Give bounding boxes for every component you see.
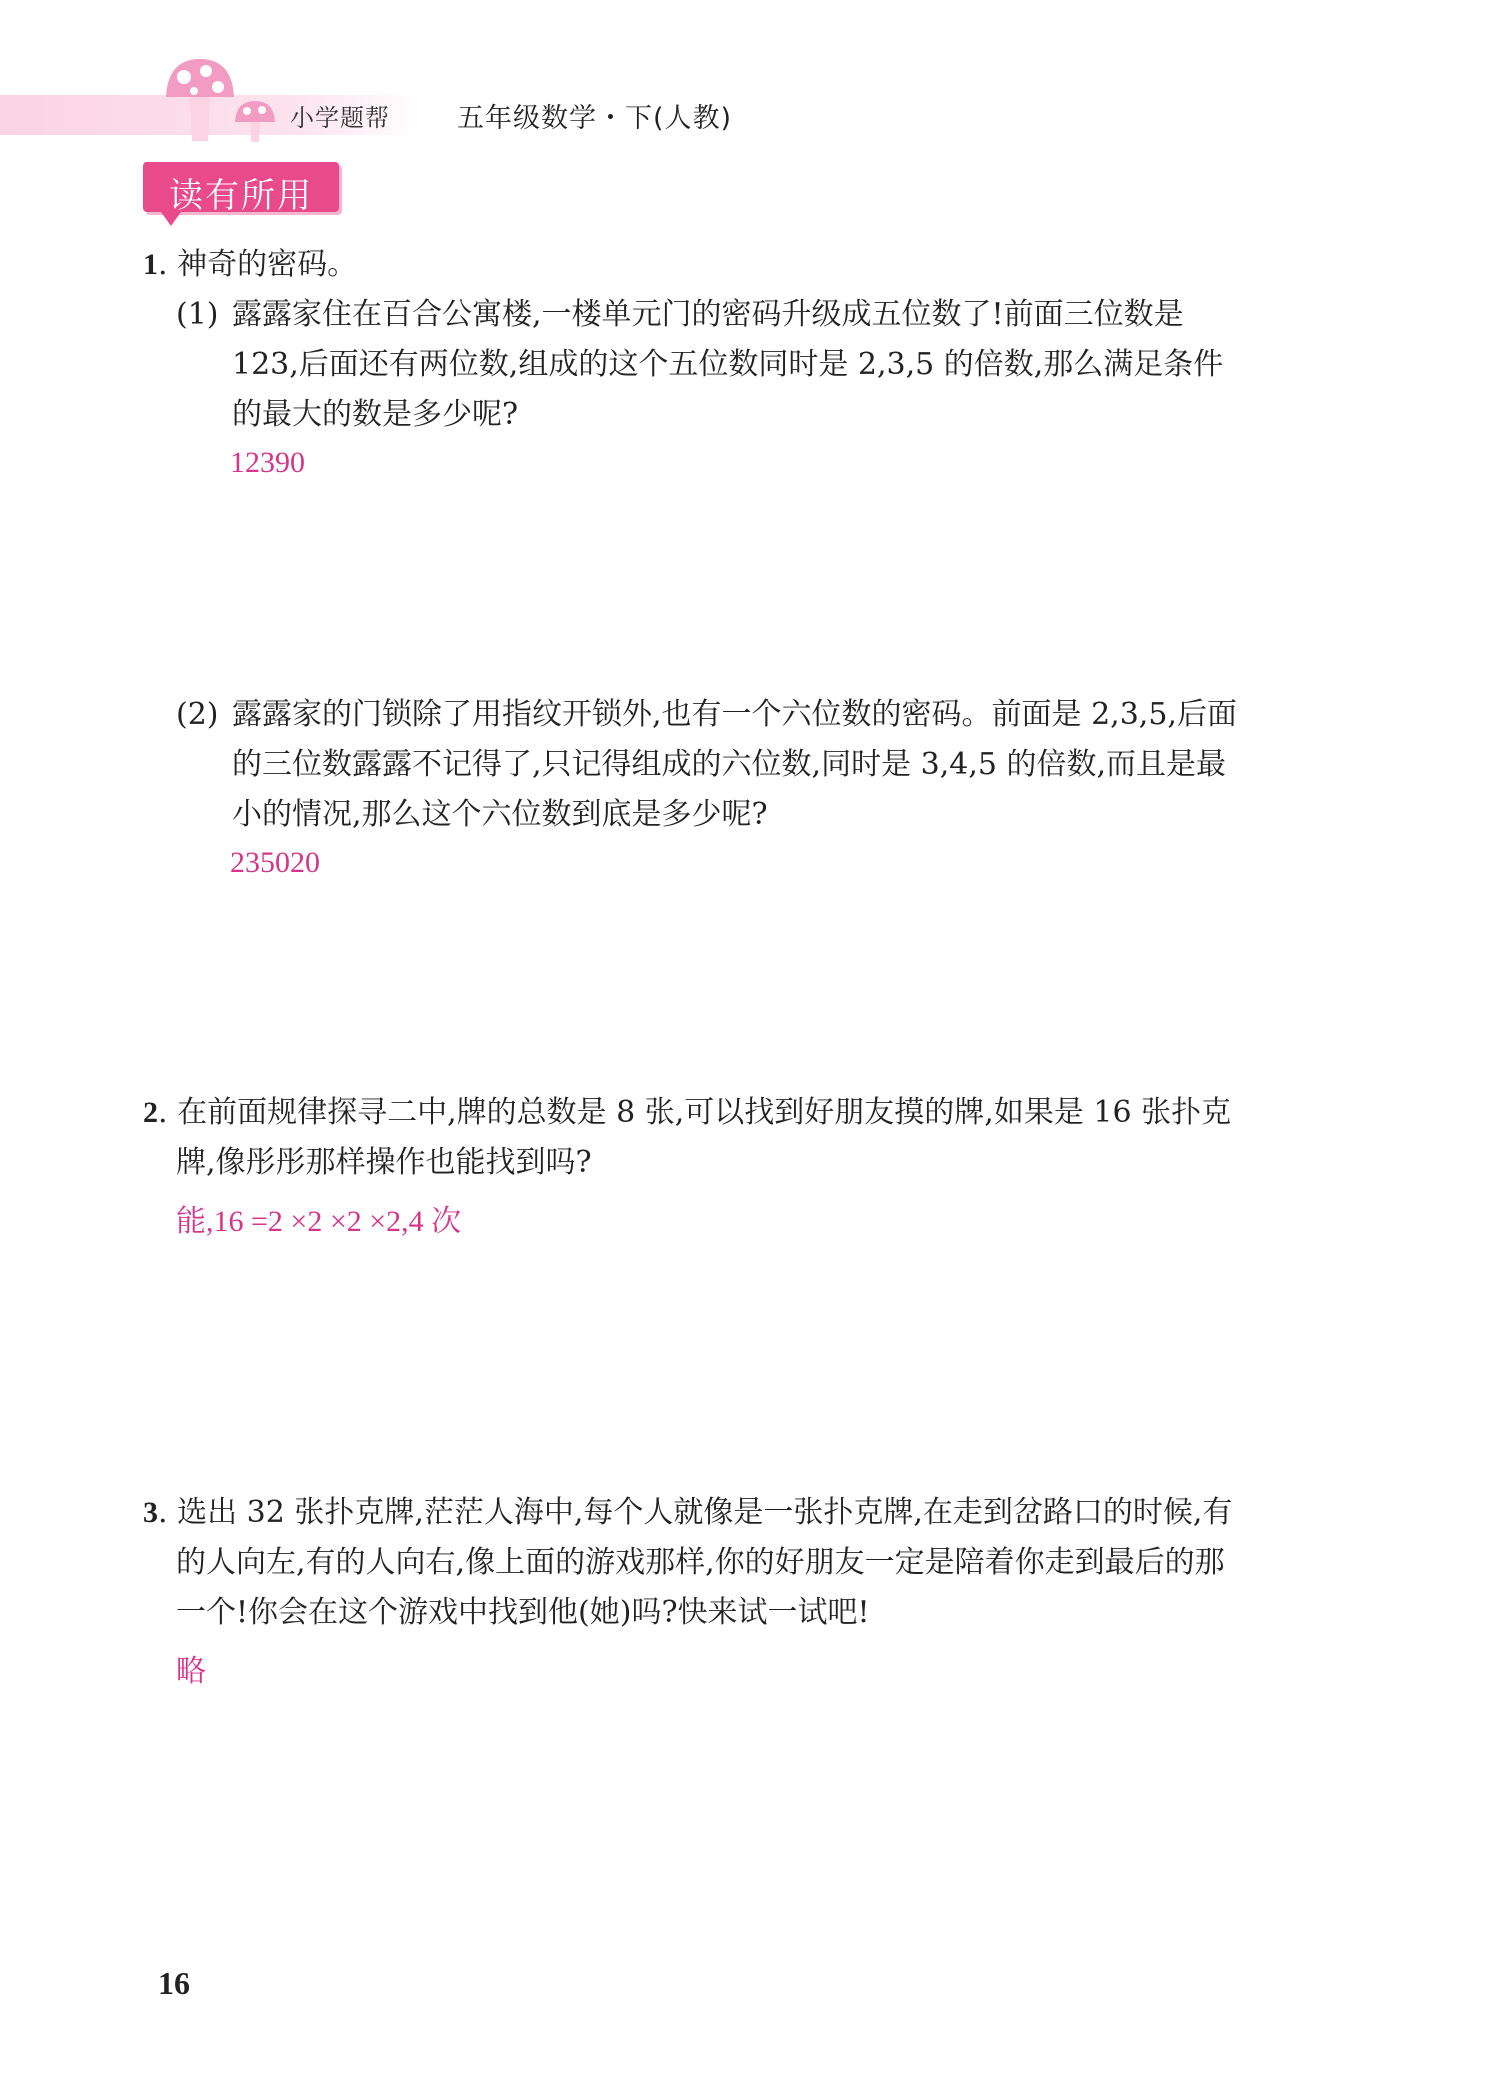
mushroom-icon <box>160 55 240 145</box>
sub-question-label: (2) <box>176 697 219 732</box>
question-1-1-text <box>232 290 1223 440</box>
question-2-text <box>143 1088 1231 1188</box>
question-number: 1 <box>143 248 158 281</box>
text-line: 的三位数露露不记得了,只记得组成的六位数,同时是 3,4,5 的倍数,而且是最 <box>232 747 1227 782</box>
text-line: 的最大的数是多少呢? <box>232 397 519 432</box>
text-line: 一个!你会在这个游戏中找到他(她)吗?快来试一试吧! <box>176 1595 870 1630</box>
sub-question-label: (1) <box>176 297 219 332</box>
text-line: 123,后面还有两位数,组成的这个五位数同时是 2,3,5 的倍数,那么满足条件 <box>232 347 1224 382</box>
small-mushroom-icon <box>232 98 278 144</box>
answer-1-2: 235020 <box>230 846 320 879</box>
brand-name: 小学题帮 <box>290 104 390 132</box>
question-3-text <box>143 1488 1232 1638</box>
question-number: 2 <box>143 1096 158 1129</box>
text-line: 露露家住在百合公寓楼,一楼单元门的密码升级成五位数了!前面三位数是 <box>232 297 1184 332</box>
page-number: 16 <box>158 1965 190 2001</box>
text-line: 牌,像彤彤那样操作也能找到吗? <box>176 1145 592 1180</box>
question-1-2-text <box>232 690 1237 840</box>
text-line: 的人向左,有的人向右,像上面的游戏那样,你的好朋友一定是陪着你走到最后的那 <box>176 1545 1225 1580</box>
text-line: 露露家的门锁除了用指纹开锁外,也有一个六位数的密码。前面是 2,3,5,后面 <box>232 697 1237 732</box>
question-1-title: 1. 神奇的密码。 <box>143 247 358 282</box>
section-title-tag <box>143 162 339 216</box>
text-line: 小的情况,那么这个六位数到底是多少呢? <box>232 797 768 832</box>
book-title: 五年级数学・下(人教) <box>457 103 733 134</box>
question-number: 3 <box>143 1496 158 1529</box>
answer-3: 略 <box>176 1655 206 1688</box>
text-line: 3. 选出 32 张扑克牌,茫茫人海中,每个人就像是一张扑克牌,在走到岔路口的时候,有 <box>143 1495 1233 1530</box>
section-title: 读有所用 <box>169 176 313 216</box>
answer-2: 能,16 =2 ×2 ×2 ×2,4 次 <box>176 1205 462 1238</box>
text-line: 2. 在前面规律探寻二中,牌的总数是 8 张,可以找到好朋友摸的牌,如果是 16 张扑克 <box>143 1095 1232 1130</box>
answer-1-1: 12390 <box>230 446 305 479</box>
